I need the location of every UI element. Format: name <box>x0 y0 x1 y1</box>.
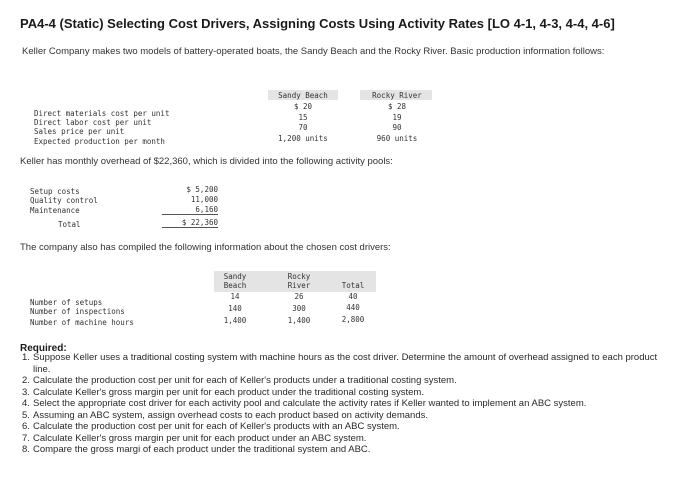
requirement-number: 3. <box>22 386 30 398</box>
total-inspections: 440 <box>346 303 360 312</box>
sandy-header-line2: Beach <box>223 281 247 290</box>
inspections-label: Number of inspections <box>30 307 125 316</box>
quality-value: 11,000 <box>190 195 218 204</box>
rocky-labor: 19 <box>392 113 402 122</box>
total-machine-hours: 2,800 <box>341 315 365 324</box>
list-item <box>22 352 700 375</box>
rocky-production: 960 units <box>376 134 418 143</box>
problem-title: PA4-4 (Static) Selecting Cost Drivers, Assigning Costs Using Activity Rates [LO 4-1, 4-3, 4-4, 4-6] <box>20 16 615 31</box>
rocky-price: 90 <box>392 123 402 132</box>
production-label: Expected production per month <box>34 137 165 146</box>
rocky-inspections: 300 <box>292 304 306 313</box>
setup-label: Setup costs <box>30 187 80 196</box>
requirement-text: Calculate Keller's gross margin per unit for each product under the traditional costing system. <box>33 386 424 398</box>
requirement-text: Assuming an ABC system, assign overhead costs to each product based on activity demands. <box>33 409 428 421</box>
rocky-header-line1: Rocky <box>287 272 311 281</box>
requirement-number: 7. <box>22 432 30 444</box>
intro-paragraph: Keller Company makes two models of battery-operated boats, the Sandy Beach and the Rocky River. Basic production information follows: <box>22 46 605 57</box>
sandy-inspections: 140 <box>228 304 242 313</box>
setup-value: $ 5,200 <box>186 185 218 194</box>
requirement-text: Suppose Keller uses a traditional costing system with machine hours as the cost driver. Determine the amount of overhead assigned to each product line. <box>33 352 658 375</box>
rocky-header-line2: River <box>287 281 311 290</box>
required-heading: Required: <box>20 343 67 354</box>
materials-label: Direct materials cost per unit <box>34 109 170 118</box>
machine-hours-label: Number of machine hours <box>30 318 134 327</box>
list-item <box>22 433 700 445</box>
requirement-text: Compare the gross margi of each product under the traditional system and ABC. <box>33 444 371 455</box>
rocky-setups: 26 <box>294 292 304 301</box>
requirement-number: 2. <box>22 375 30 386</box>
list-item <box>22 421 700 433</box>
requirement-number: 8. <box>22 444 30 455</box>
overhead-total-value: $ 22,360 <box>162 218 218 228</box>
maintenance-value: 6,160 <box>162 205 218 215</box>
sandy-labor: 15 <box>298 113 308 122</box>
sandy-setups: 14 <box>230 292 240 301</box>
drivers-sentence: The company also has compiled the following information about the chosen cost drivers: <box>20 242 391 253</box>
list-item <box>22 410 700 422</box>
requirement-text: Calculate the production cost per unit for each of Keller's products under a traditional costing system. <box>33 375 457 386</box>
requirement-number: 1. <box>22 352 30 363</box>
requirement-number: 5. <box>22 409 30 421</box>
total-setups: 40 <box>348 292 358 301</box>
sandy-machine-hours: 1,400 <box>223 316 247 325</box>
requirements-list <box>22 352 700 456</box>
requirement-text: Calculate the production cost per unit for each of Keller's products with an ABC system. <box>33 421 400 432</box>
sandy-materials: $ 20 <box>293 102 313 111</box>
list-item <box>22 398 700 410</box>
rocky-river-header: Rocky River <box>372 91 422 100</box>
sandy-price: 70 <box>298 123 308 132</box>
maintenance-label: Maintenance <box>30 206 80 215</box>
price-label: Sales price per unit <box>34 127 125 136</box>
requirement-text: Calculate Keller's gross margin per unit for each product under an ABC system. <box>33 432 367 444</box>
rocky-machine-hours: 1,400 <box>287 316 311 325</box>
requirement-text: Select the appropriate cost driver for each activity pool and calculate the activity rates if Keller wanted to implement an ABC system. <box>33 398 587 409</box>
requirement-number: 6. <box>22 421 30 432</box>
requirement-number: 4. <box>22 398 30 409</box>
overhead-total-label: Total <box>58 220 81 229</box>
quality-label: Quality control <box>30 196 98 205</box>
list-item <box>22 375 700 387</box>
sandy-beach-header: Sandy Beach <box>278 91 328 100</box>
sandy-production: 1,200 units <box>278 134 328 143</box>
overhead-sentence: Keller has monthly overhead of $22,360, which is divided into the following activity pools: <box>20 156 393 167</box>
sandy-header-line1: Sandy <box>223 272 247 281</box>
labor-label: Direct labor cost per unit <box>34 118 152 127</box>
setups-label: Number of setups <box>30 298 103 307</box>
total-header: Total <box>341 281 365 290</box>
list-item <box>22 444 700 456</box>
list-item <box>22 387 700 399</box>
rocky-materials: $ 28 <box>387 102 407 111</box>
